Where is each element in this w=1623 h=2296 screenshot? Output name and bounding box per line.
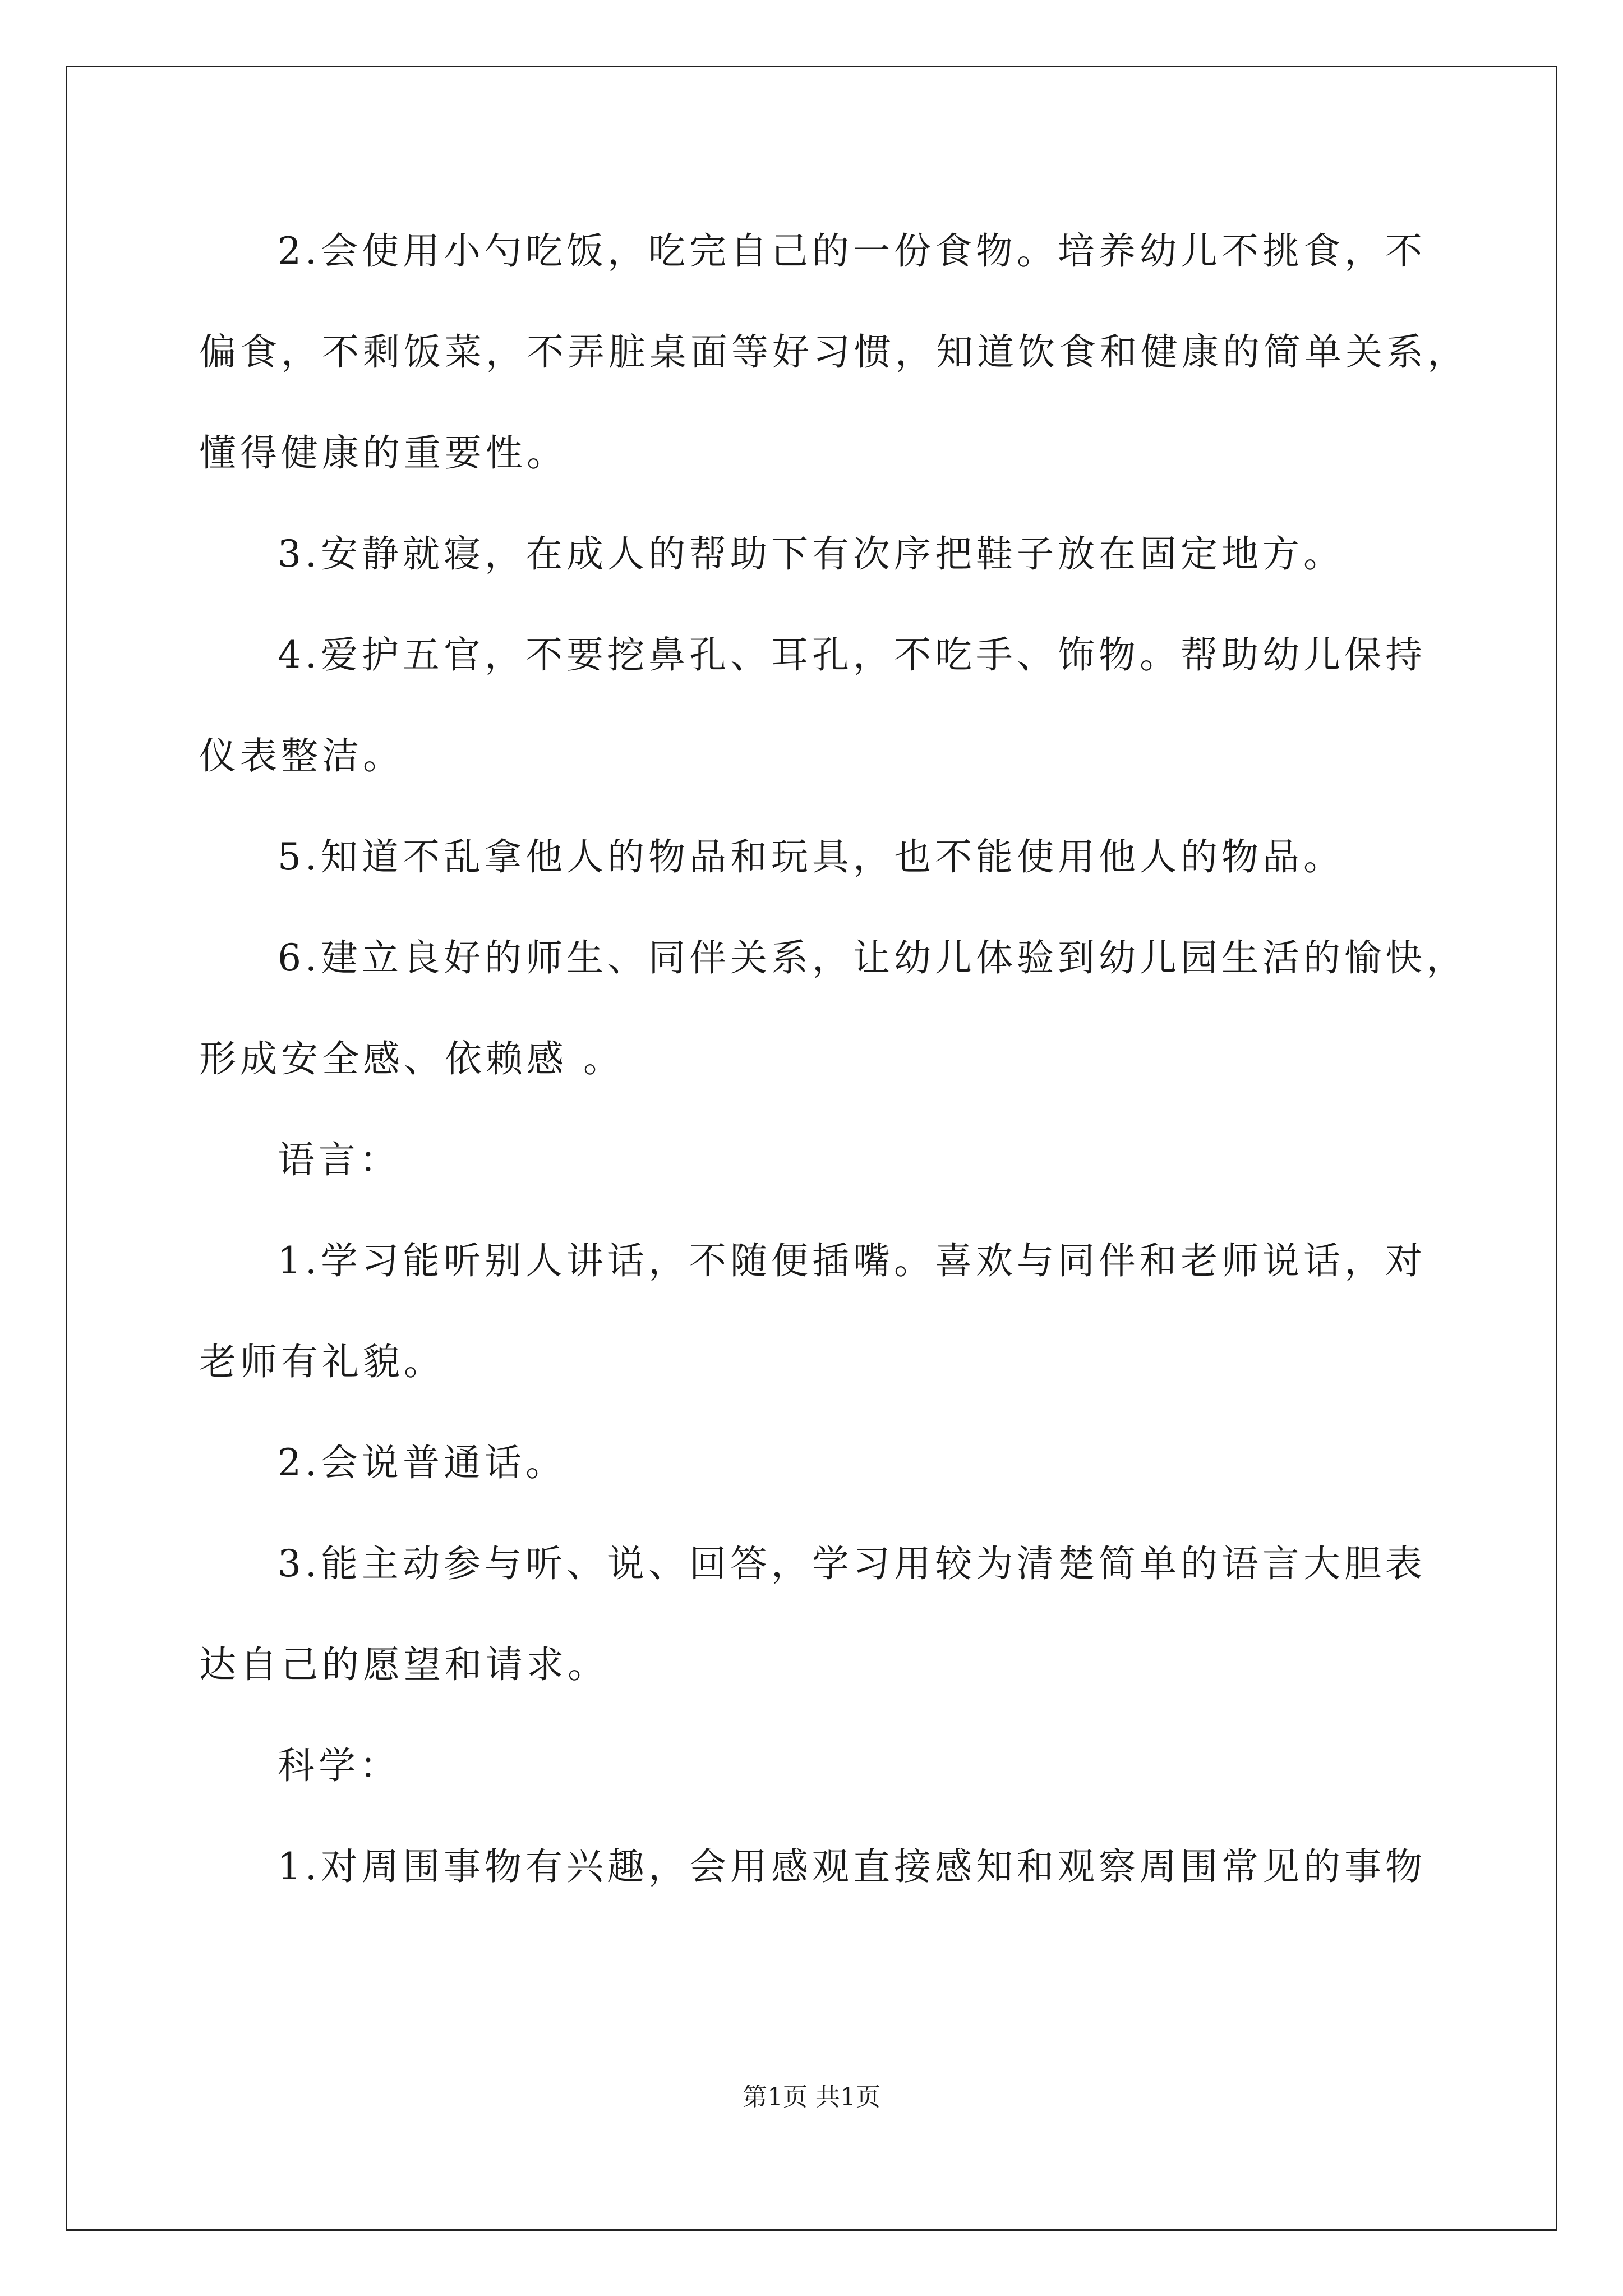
paragraph-line: 偏食，不剩饭菜，不弄脏桌面等好习惯，知道饮食和健康的简单关系， xyxy=(199,330,1468,374)
paragraph-line: 懂得健康的重要性。 xyxy=(199,431,568,475)
paragraph-line: 3.安静就寝，在成人的帮助下有次序把鞋子放在固定地方。 xyxy=(278,532,1344,576)
paragraph-line: 5.知道不乱拿他人的物品和玩具，也不能使用他人的物品。 xyxy=(278,835,1344,878)
paragraph-line: 6.建立良好的师生、同伴关系，让幼儿体验到幼儿园生活的愉快， xyxy=(278,936,1467,979)
paragraph-line: 老师有礼貌。 xyxy=(199,1340,445,1383)
paragraph-line: 达自己的愿望和请求。 xyxy=(199,1643,608,1686)
paragraph-line: 仪表整洁。 xyxy=(199,734,404,777)
paragraph-line: 1.学习能听别人讲话，不随便插嘴。喜欢与同伴和老师说话，对 xyxy=(278,1239,1426,1282)
paragraph-line: 4.爱护五官，不要挖鼻孔、耳孔，不吃手、饰物。帮助幼儿保持 xyxy=(278,633,1426,677)
section-heading-science: 科学： xyxy=(278,1744,400,1787)
paragraph-line: 2.会使用小勺吃饭，吃完自己的一份食物。培养幼儿不挑食，不 xyxy=(278,229,1426,273)
page-footer: 第1页 共1页 xyxy=(743,2083,880,2111)
paragraph-line: 3.能主动参与听、说、回答，学习用较为清楚简单的语言大胆表 xyxy=(278,1542,1426,1585)
paragraph-line: 1.对周围事物有兴趣，会用感观直接感知和观察周围常见的事物 xyxy=(278,1845,1426,1888)
paragraph-line: 形成安全感、依赖感 。 xyxy=(199,1037,624,1080)
paragraph-line: 2.会说普通话。 xyxy=(278,1441,566,1484)
section-heading-language: 语言： xyxy=(278,1138,400,1181)
